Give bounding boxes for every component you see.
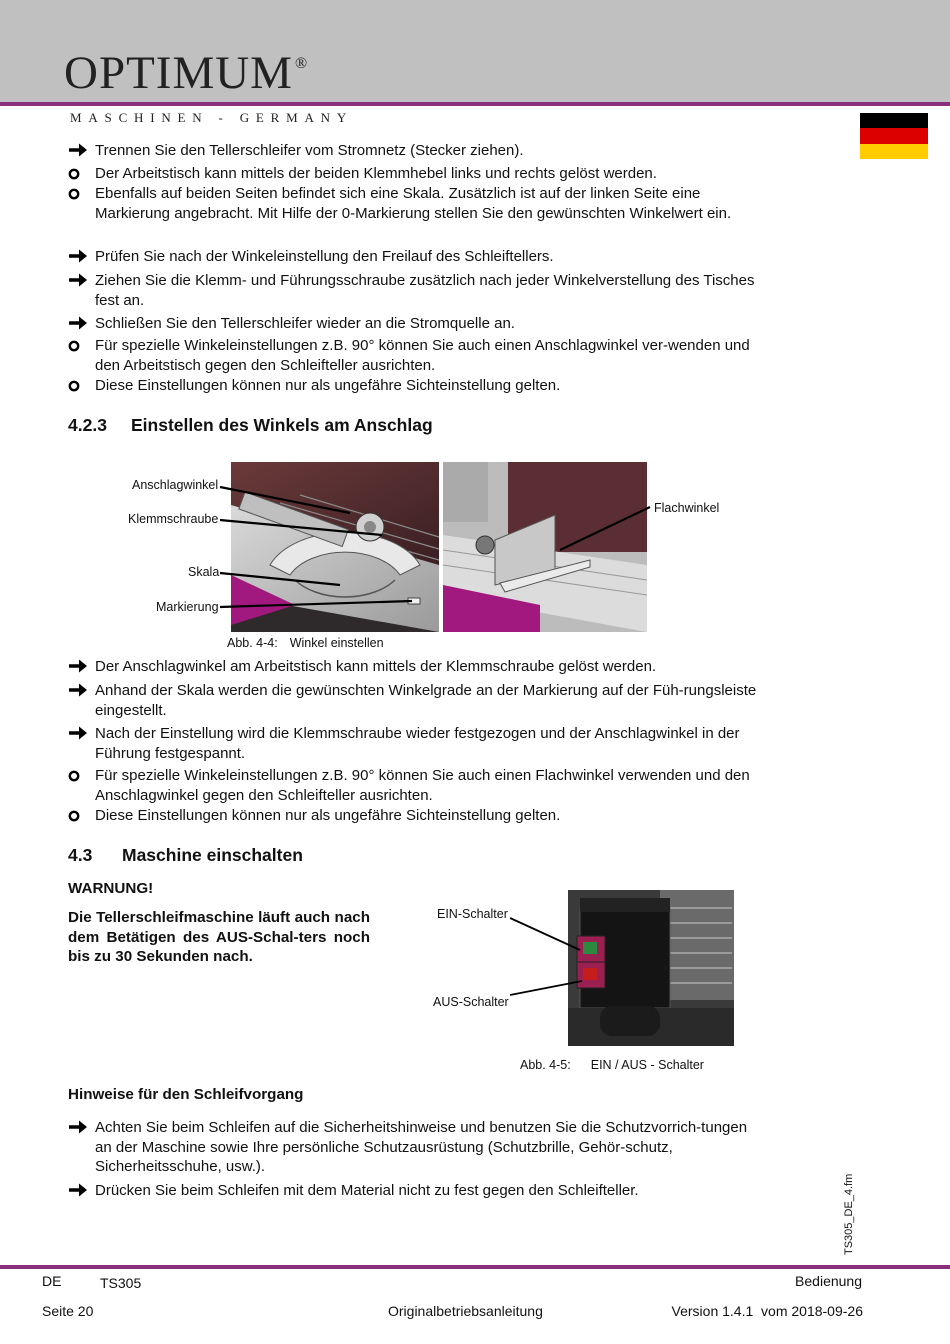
warning-title: WARNUNG! <box>68 880 154 897</box>
subheading-grinding: Hinweise für den Schleifvorgang <box>68 1086 304 1103</box>
footer-doc-type: Originalbetriebsanleitung <box>388 1303 543 1319</box>
brand-tagline: MASCHINEN - GERMANY <box>70 110 354 125</box>
warning-body: Die Tellerschleifmaschine läuft auch nach dem Betätigen des AUS-Schal-ters noch bis zu 30 Sekunden nach. <box>68 909 370 965</box>
circle-icon <box>68 376 90 395</box>
list-item: Der Arbeitstisch kann mittels der beiden Klemmhebel links und rechts gelöst werden. <box>68 164 758 184</box>
footer-language: DE <box>42 1273 62 1289</box>
label-flachwinkel: Flachwinkel <box>654 501 720 515</box>
list-item: Schließen Sie den Tellerschleifer wieder an die Stromquelle an. <box>68 314 758 334</box>
list-item: Anhand der Skala werden die gewünschten Winkelgrade an der Markierung auf der Füh-rungsleiste eingestellt. <box>68 681 758 720</box>
figure-caption-45: Abb. 4-5: EIN / AUS - Schalter <box>520 1058 704 1072</box>
list-item: Der Anschlagwinkel am Arbeitstisch kann mittels der Klemmschraube gelöst werden. <box>68 657 758 677</box>
arrow-icon <box>68 1181 90 1200</box>
list-item: Ziehen Sie die Klemm- und Führungsschraube zusätzlich nach jeder Winkelverstellung des Tisches fest an. <box>68 271 758 310</box>
circle-icon <box>68 164 90 183</box>
circle-icon <box>68 184 90 203</box>
list-item: Prüfen Sie nach der Winkeleinstellung den Freilauf des Schleiftellers. <box>68 247 758 267</box>
circle-icon <box>68 336 90 355</box>
list-item: Diese Einstellungen können nur als ungefähre Sichteinstellung gelten. <box>68 806 758 826</box>
arrow-icon <box>68 141 90 160</box>
label-klemmschraube: Klemmschraube <box>128 512 219 526</box>
section-heading-423: 4.2.3 Einstellen des Winkels am Anschlag <box>68 415 433 435</box>
footer-version: Version 1.4.1 vom 2018-09-26 <box>671 1303 863 1319</box>
list-item: Trennen Sie den Tellerschleifer vom Stromnetz (Stecker ziehen). <box>68 141 758 161</box>
arrow-icon <box>68 271 90 290</box>
arrow-icon <box>68 1118 90 1137</box>
label-ein-schalter: EIN-Schalter <box>437 907 508 921</box>
list-item: Nach der Einstellung wird die Klemmschraube wieder festgezogen und der Anschlagwinkel in der Führung festgespannt. <box>68 724 758 763</box>
section-heading-43: 4.3 Maschine einschalten <box>68 845 303 865</box>
list-item: Drücken Sie beim Schleifen mit dem Material nicht zu fest gegen den Schleifteller. <box>68 1181 758 1201</box>
list-item: Diese Einstellungen können nur als ungefähre Sichteinstellung gelten. <box>68 376 758 396</box>
list-item: Achten Sie beim Schleifen auf die Sicherheitshinweise und benutzen Sie die Schutzvorrich-tungen an der Maschine sowie Ihre persönliche Schutzausrüstung (Schutzbrille, Gehör-schutz, Sicherheitsschuhe, usw.). <box>68 1118 758 1177</box>
figure-caption-44: Abb. 4-4: Winkel einstellen <box>227 636 384 650</box>
arrow-icon <box>68 724 90 743</box>
label-aus-schalter: AUS-Schalter <box>433 995 509 1009</box>
arrow-icon <box>68 681 90 700</box>
label-skala: Skala <box>188 565 220 579</box>
footer-model: TS305 <box>100 1275 142 1291</box>
brand-logo: OPTIMUM ® <box>64 47 309 99</box>
arrow-icon <box>68 247 90 266</box>
footer-divider <box>0 1265 950 1269</box>
label-anschlagwinkel: Anschlagwinkel <box>132 478 219 492</box>
list-item: Für spezielle Winkeleinstellungen z.B. 90° können Sie auch einen Anschlagwinkel ver-wenden und den Arbeitstisch gegen den Schleifteller ausrichten. <box>68 336 758 375</box>
footer-page-number: Seite 20 <box>42 1303 94 1319</box>
label-markierung: Markierung <box>156 600 219 614</box>
list-item: Ebenfalls auf beiden Seiten befindet sich eine Skala. Zusätzlich ist auf der linken Seite eine Markierung angebracht. Mit Hilfe der 0-Markierung stellen Sie den gewünschten Winkelwert ein. <box>68 184 758 223</box>
arrow-icon <box>68 657 90 676</box>
file-name-note: TS305_DE_4.fm <box>843 1173 855 1255</box>
list-item: Für spezielle Winkeleinstellungen z.B. 90° können Sie auch einen Flachwinkel verwenden und den Anschlagwinkel gegen den Schleifteller ausrichten. <box>68 766 758 805</box>
footer-section: Bedienung <box>795 1273 862 1289</box>
figure-on-off-switch <box>510 888 736 1048</box>
arrow-icon <box>68 314 90 333</box>
header-divider <box>0 102 950 106</box>
photo-right <box>443 462 647 632</box>
circle-icon <box>68 766 90 785</box>
german-flag-icon <box>860 113 928 159</box>
circle-icon <box>68 806 90 825</box>
